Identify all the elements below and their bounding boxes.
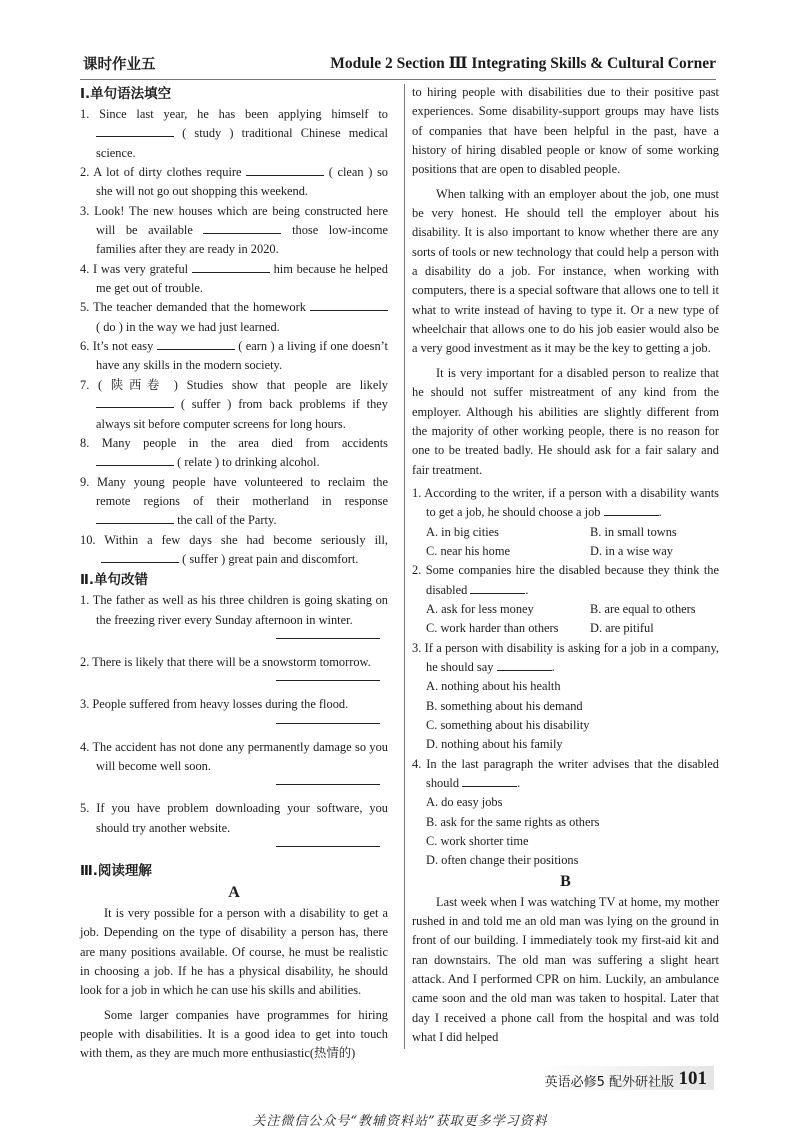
correction-item-5: 5. If you have problem downloading your software, you should try another website. — [80, 801, 388, 835]
question-1: 1. According to the writer, if a person with a disability wants to get a job, he should choose a job . A. in big cities B. in small towns C. near his home D. in a wise way — [412, 484, 719, 561]
option-d[interactable]: D. often change their positions — [426, 853, 579, 868]
section-1-title: Ⅰ.单句语法填空 — [80, 86, 172, 102]
correction-answer-line[interactable] — [276, 784, 380, 785]
right-column — [412, 83, 719, 1048]
option-d[interactable]: D. in a wise way — [590, 543, 673, 558]
passage-a-paragraph-2-continued: to hiring people with disabilities due to their positive past experiences. Some disability-support groups may have lists of companies that have been helpful in the past, have a history of hiring disabled people or know of some working positions that are open to disabled people. — [412, 85, 719, 177]
answer-blank[interactable] — [310, 298, 388, 311]
passage-b-paragraph-1: Last week when I was watching TV at home, my mother rushed in and told me an old man was lying on the ground in front of our building. I immediately took my first-aid kit and ran downstairs. The old man was suffering a slight heart attack. And I performed CPR on him. Luckily, an ambulance came soon and the old man was taken to hospital. Later that day I received a phone call from the hospital and was told what I did helped — [412, 894, 719, 1045]
correction-answer-line[interactable] — [276, 723, 380, 724]
passage-b-title: B — [560, 872, 571, 890]
answer-blank[interactable] — [604, 503, 659, 516]
answer-blank[interactable] — [96, 395, 174, 408]
option-d[interactable]: D. nothing about his family — [426, 737, 563, 752]
fill-item-9: 9. Many young people have volunteered to reclaim the remote regions of their motherland in response the call of the Party. — [80, 474, 388, 528]
page-number: 101 — [678, 1068, 707, 1089]
correction-item-1: 1. The father as well as his three children is going skating on the freezing river every Sunday afternoon in winter. — [80, 593, 388, 627]
option-a[interactable]: A. nothing about his health — [426, 679, 561, 694]
fill-item-2: 2. A lot of dirty clothes require ( clean ) so she will not go out shopping this weekend. — [80, 165, 388, 199]
section-3-title: Ⅲ.阅读理解 — [80, 863, 152, 879]
left-column — [80, 83, 388, 1064]
option-c[interactable]: C. something about his disability — [426, 718, 590, 732]
question-4: 4. In the last paragraph the writer advises that the disabled should . A. do easy jobs B. ask for the same rights as others C. work shorter time D. often change their positions — [412, 755, 719, 871]
passage-a-paragraph-1: It is very possible for a person with a disability to get a job. Depending on the type of disability a person has, there are many positions available. Of course, he must be realistic in choosing a job. If he has a physical disability, he should look for a job in which he can use his skills and abilities. — [80, 906, 388, 998]
answer-blank[interactable] — [497, 658, 552, 671]
exercise-label: 课时作业五 — [83, 57, 156, 73]
correction-item-4: 4. The accident has not done any permanently damage so you will become well soon. — [80, 739, 388, 773]
passage-a — [80, 882, 388, 1064]
answer-blank[interactable] — [96, 511, 174, 524]
option-a[interactable]: A. in big cities — [426, 524, 499, 539]
answer-blank[interactable] — [157, 337, 235, 350]
option-b[interactable]: B. ask for the same rights as others — [426, 814, 600, 829]
correction-item-2: 2. There is likely that there will be a snowstorm tomorrow. — [80, 654, 371, 669]
correction-answer-line[interactable] — [276, 680, 380, 681]
option-b[interactable]: B. are equal to others — [590, 601, 696, 616]
module-title: Module 2 Section Ⅲ Integrating Skills & Cultural Corner — [330, 55, 716, 72]
answer-blank[interactable] — [101, 550, 179, 563]
passage-a-paragraph-2: Some larger companies have programmes for hiring people with disabilities. It is a good idea to get into touch with them, as they are much more enthusiastic(热情的) — [80, 1007, 388, 1061]
correction-answer-line[interactable] — [276, 638, 380, 639]
fill-item-5: 5. The teacher demanded that the homework ( do ) in the way we had just learned. — [80, 298, 388, 337]
section-2-title: Ⅱ.单句改错 — [80, 572, 149, 589]
option-c[interactable]: C. near his home — [426, 543, 510, 558]
watermark-text: 关注微信公众号“教辅资料站”获取更多学习资料 — [252, 1114, 548, 1129]
column-divider — [404, 84, 405, 1049]
fill-item-8: 8. Many people in the area died from accidents ( relate ) to drinking alcohol. — [80, 435, 388, 470]
question-3: 3. If a person with disability is asking for a job in a company, he should say . A. nothing about his health B. something about his demand C. something about his disability D. nothing about his family — [412, 639, 719, 755]
fill-item-1: 1. Since last year, he has been applying himself to ( study ) traditional Chinese medical science. — [80, 107, 388, 160]
answer-blank[interactable] — [96, 124, 174, 137]
fill-item-3: 3. Look! The new houses which are being constructed here will be available those low-income families after they are ready in 2020. — [80, 203, 388, 257]
option-b[interactable]: B. something about his demand — [426, 698, 583, 713]
answer-blank[interactable] — [462, 774, 517, 787]
answer-blank[interactable] — [192, 260, 270, 273]
option-b[interactable]: B. in small towns — [590, 524, 677, 539]
fill-item-7: 7. ( 陕西卷 ) Studies show that people are likely ( suffer ) from back problems if they always sit before computer screens for long hours. — [80, 377, 388, 431]
passage-a-continued — [412, 83, 719, 480]
fill-item-6: 6. It’s not easy ( earn ) a living if one doesn’t have any skills in the modern society. — [80, 339, 388, 373]
option-a[interactable]: A. ask for less money — [426, 601, 534, 616]
option-c[interactable]: C. work shorter time — [426, 834, 529, 849]
question-2: 2. Some companies hire the disabled because they think the disabled . A. ask for less money B. are equal to others C. work harder than others D. are pitiful — [412, 561, 719, 638]
option-c[interactable]: C. work harder than others — [426, 621, 559, 636]
option-a[interactable]: A. do easy jobs — [426, 795, 503, 810]
answer-blank[interactable] — [470, 581, 525, 594]
passage-a-title: A — [228, 884, 240, 901]
option-d[interactable]: D. are pitiful — [590, 621, 654, 636]
header-rule — [80, 79, 716, 80]
answer-blank[interactable] — [203, 221, 281, 234]
fill-item-10: 10. Within a few days she had become seriously ill, ( suffer ) great pain and discomfort. — [80, 532, 388, 566]
fill-item-4: 4. I was very grateful him because he helped me get out of trouble. — [80, 261, 388, 296]
answer-blank[interactable] — [246, 163, 324, 176]
answer-blank[interactable] — [96, 453, 174, 466]
passage-b — [412, 871, 719, 1048]
correction-answer-line[interactable] — [276, 846, 380, 847]
passage-a-paragraph-4: It is very important for a disabled person to realize that he should not suffer mistreatment of any kind from the employer. Although his abilities are slightly different from the majority of other working people, there is no reason for one to be treated badly. He should ask for a fair salary and fair treatment. — [412, 365, 719, 477]
correction-item-3: 3. People suffered from heavy losses during the flood. — [80, 697, 349, 712]
passage-a-paragraph-3: When talking with an employer about the job, one must be very honest. He should tell the employer about his disability. It is also important to know whether there are any sorts of tools or new technology that could help a person with a disability do a job. For instance, when working with computers, there is a special software that allows one to tell it what to write instead of having to type it. Or a new type of wheelchair that allows one to do his job easier would also be a very good investment as it may be the key to getting a job. — [412, 186, 719, 356]
book-title: 英语必修5 配外研社版 — [544, 1075, 674, 1090]
